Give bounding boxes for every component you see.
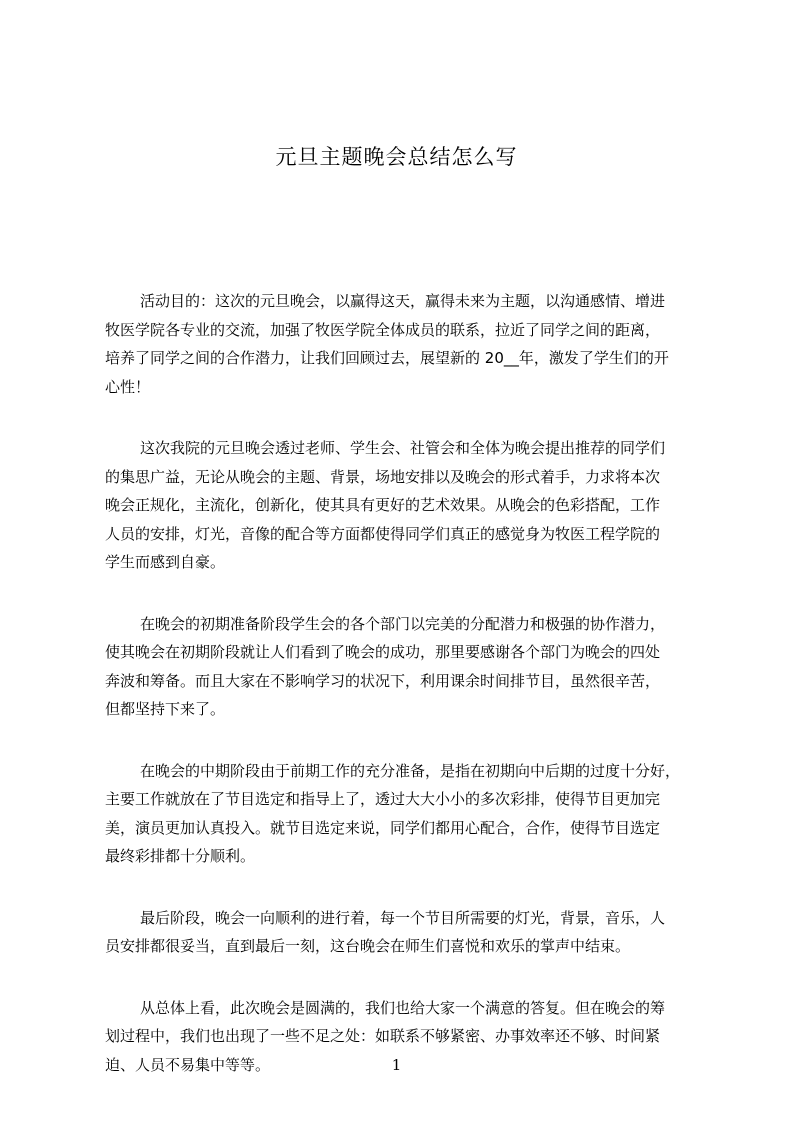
paragraph-line: 最后阶段，晚会一向顺利的进行着，每一个节目所需要的灯光，背景，音乐，人 — [140, 908, 666, 927]
paragraph-line: 迫、人员不易集中等等。 — [105, 1055, 271, 1074]
paragraph — [105, 757, 705, 871]
paragraph-line: 培养了同学之间的合作潜力，让我们回顾过去，展望新的 20__年，激发了学生们的开 — [105, 349, 669, 367]
paragraph — [105, 904, 705, 961]
paragraph-line: 学生而感到自豪。 — [105, 553, 226, 571]
document-body — [105, 287, 705, 1112]
paragraph — [105, 287, 705, 401]
document-title: 元旦主题晚会总结怎么写 — [275, 145, 518, 169]
paragraph-line: 在晚会的初期准备阶段学生会的各个部门以完美的分配潜力和极强的协作潜力， — [140, 614, 666, 633]
paragraph-line: 最终彩排都十分顺利。 — [105, 847, 256, 865]
paragraph-line: 牧医学院各专业的交流，加强了牧医学院全体成员的联系，拉近了同学之间的距离， — [105, 320, 661, 339]
paragraph — [105, 434, 705, 577]
paragraph-line: 但都坚持下来了。 — [105, 700, 226, 718]
paragraph-line: 的集思广益，无论从晚会的主题、背景，场地安排以及晚会的形式着手，力求将本次 — [105, 467, 661, 486]
paragraph-line: 从总体上看，此次晚会是圆满的，我们也给大家一个满意的答复。但在晚会的筹 — [140, 998, 666, 1017]
paragraph-line: 活动目的：这次的元旦晚会，以赢得这天，赢得未来为主题，以沟通感情、增进 — [140, 292, 666, 310]
paragraph-line: 心性！ — [105, 377, 151, 396]
paragraph-line: 人员的安排，灯光，音像的配合等方面都使得同学们真正的感觉身为牧医工程学院的 — [105, 524, 661, 543]
paragraph-line: 奔波和筹备。而且大家在不影响学习的状况下，利用课余时间排节目，虽然很辛苦， — [105, 671, 661, 690]
paragraph — [105, 610, 705, 724]
paragraph-line: 美，演员更加认真投入。就节目选定来说，同学们都用心配合，合作，使得节目选定 — [105, 818, 661, 837]
page-number: 1 — [391, 1056, 402, 1074]
paragraph-line: 主要工作就放在了节目选定和指导上了，透过大大小小的多次彩排，使得节目更加完 — [105, 790, 661, 808]
paragraph-line: 使其晚会在初期阶段就让人们看到了晚会的成功，那里要感谢各个部门为晚会的四处 — [105, 643, 661, 661]
paragraph-line: 在晚会的中期阶段由于前期工作的充分准备，是指在初期向中后期的过度十分好， — [140, 761, 681, 780]
paragraph-line: 划过程中，我们也出现了一些不足之处：如联系不够紧密、办事效率还不够、时间紧 — [105, 1027, 661, 1045]
paragraph-line: 这次我院的元旦晚会透过老师、学生会、社管会和全体为晚会提出推荐的同学们 — [140, 439, 666, 457]
paragraph-line: 员安排都很妥当，直到最后一刻，这台晚会在师生们喜悦和欢乐的掌声中结束。 — [105, 937, 631, 955]
paragraph-line: 晚会正规化，主流化，创新化，使其具有更好的艺术效果。从晚会的色彩搭配，工作 — [105, 496, 661, 514]
